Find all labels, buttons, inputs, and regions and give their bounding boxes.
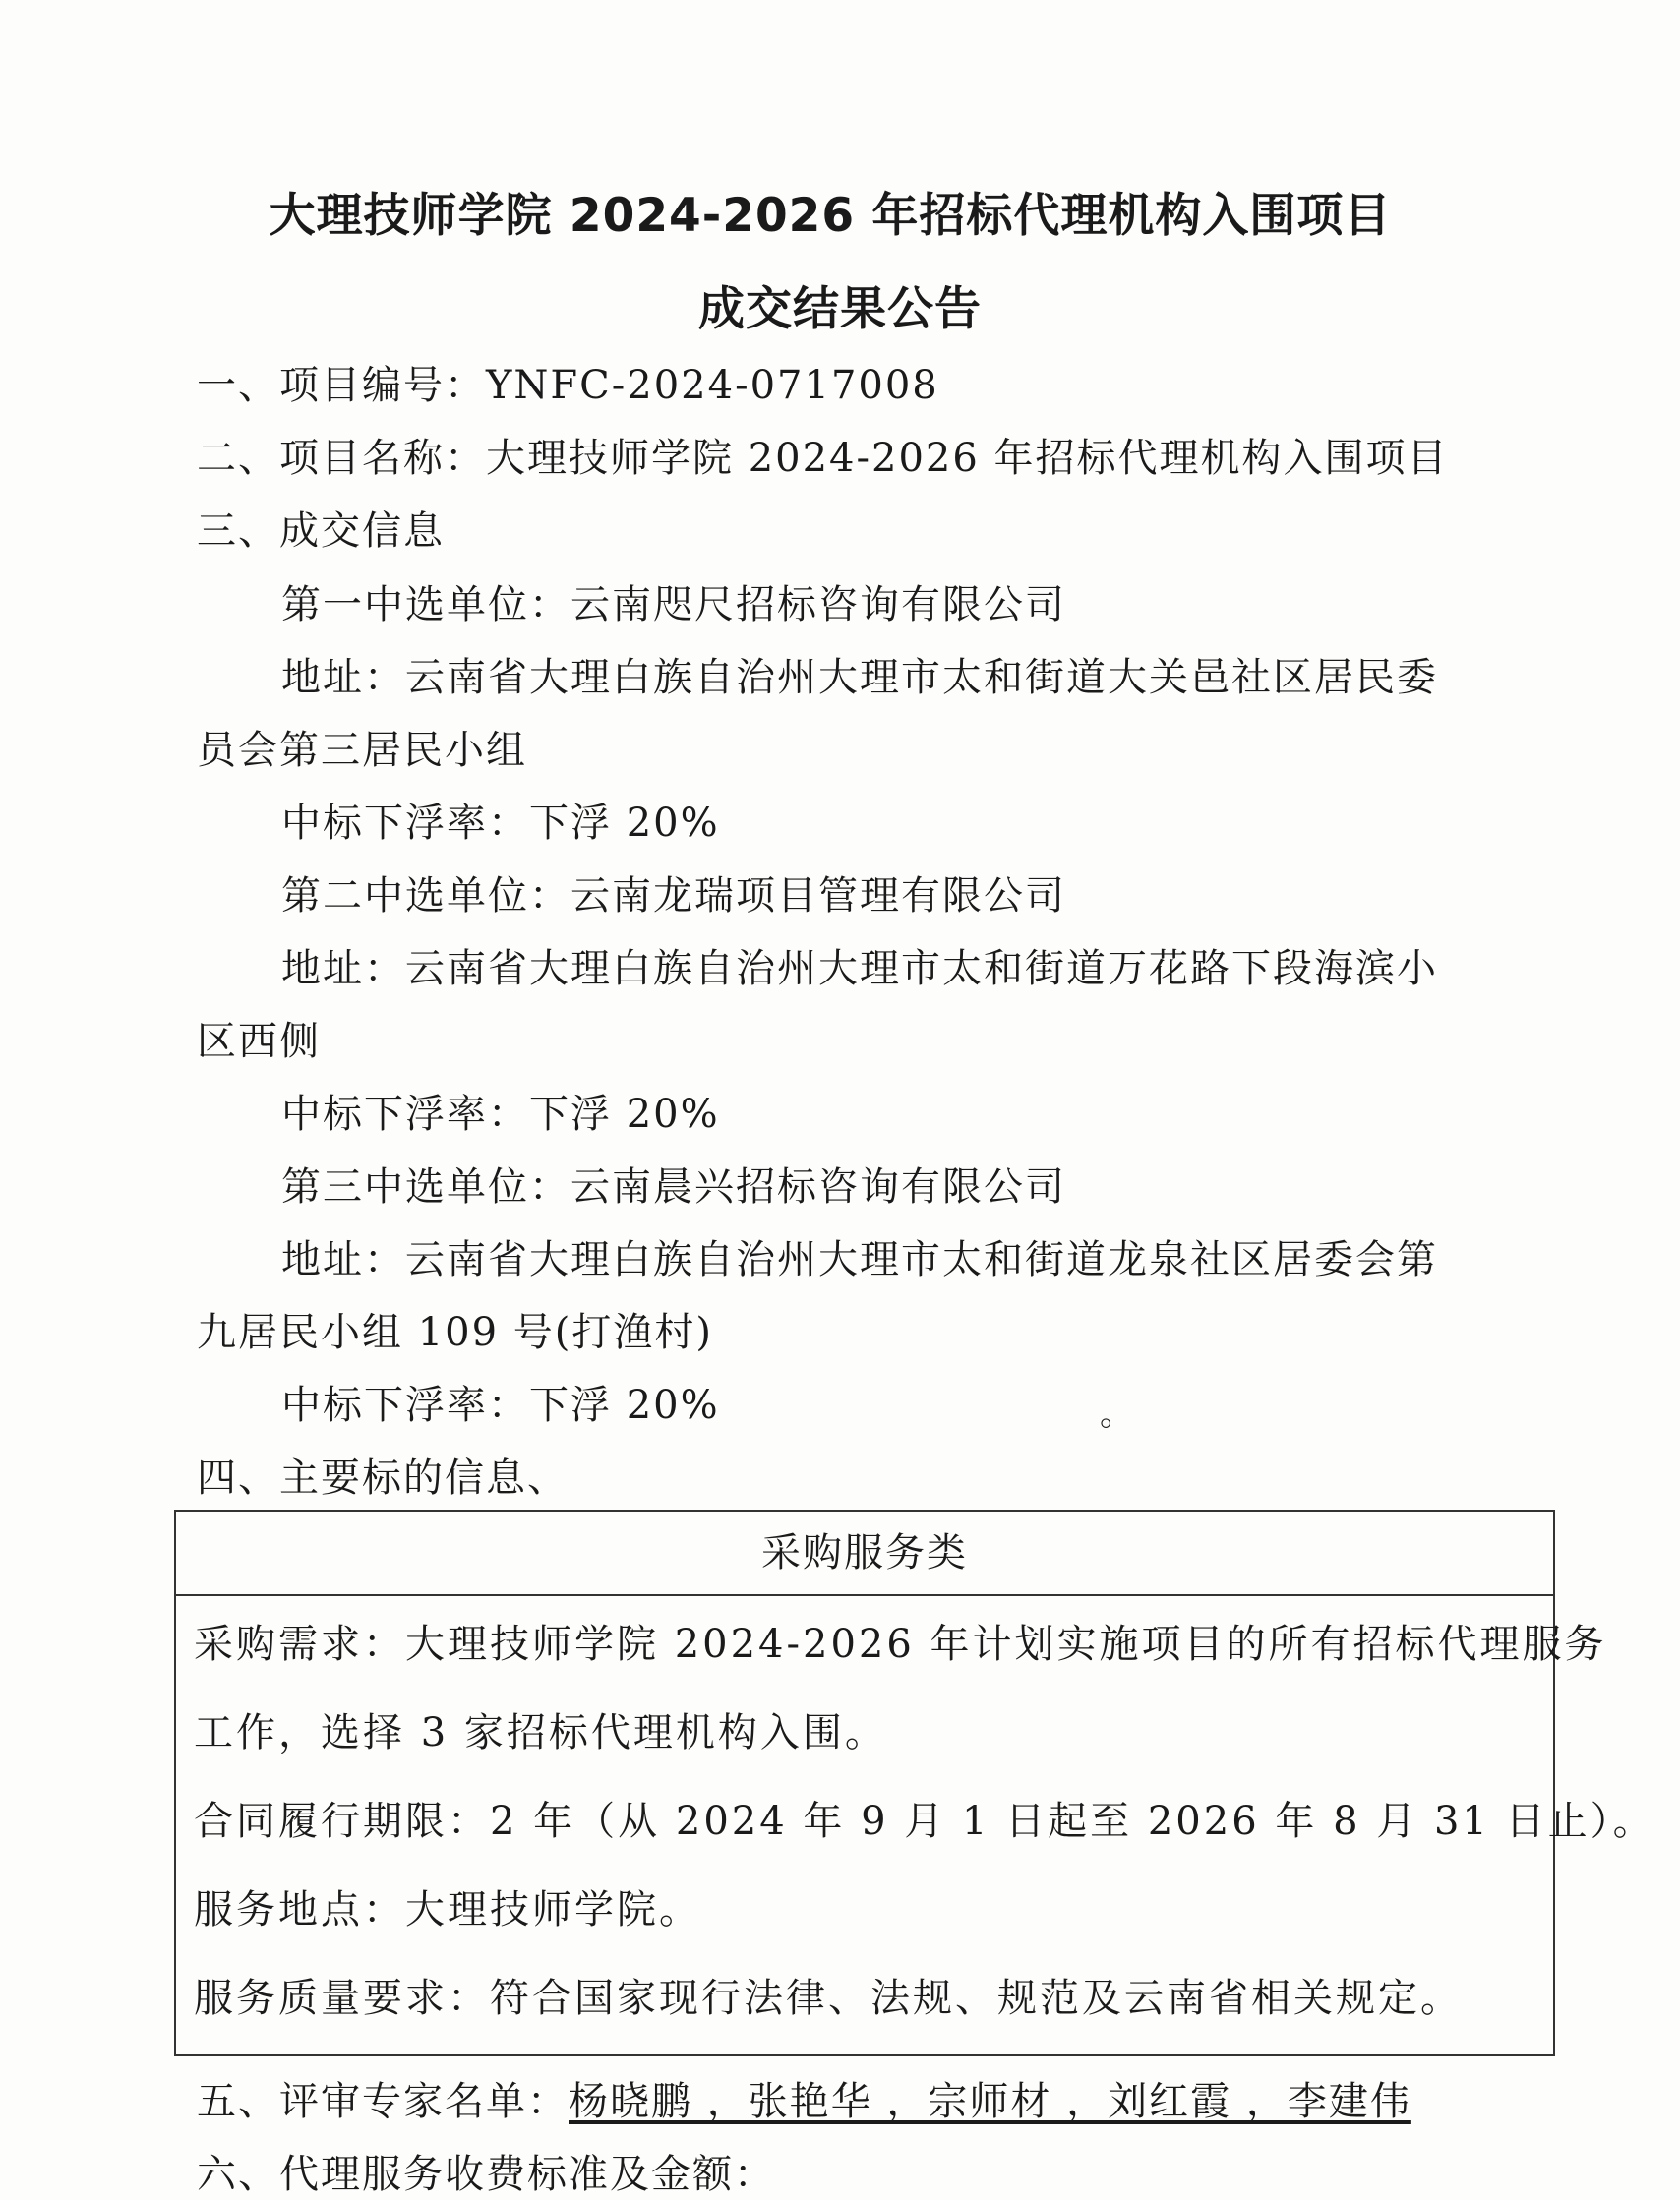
procurement-demand-cont: 工作，选择 3 家招标代理机构入围。 [194, 1710, 887, 1755]
document-title: 大理技师学院 2024-2026 年招标代理机构入围项目 [269, 189, 1392, 243]
winner-1-address-cont: 员会第三居民小组 [197, 728, 527, 773]
service-quality: 服务质量要求：符合国家现行法律、法规、规范及云南省相关规定。 [194, 1976, 1463, 2021]
contract-period: 合同履行期限：2 年（从 2024 年 9 月 1 日起至 2026 年 8 月 31 日止）。 [194, 1799, 1655, 1844]
winner-3-address: 地址：云南省大理白族自治州大理市太和街道龙泉社区居委会第 [281, 1237, 1438, 1282]
winner-3-unit: 第三中选单位：云南晨兴招标咨询有限公司 [281, 1164, 1066, 1210]
service-location: 服务地点：大理技师学院。 [194, 1887, 701, 1932]
experts-label: 五、评审专家名单： [197, 2079, 569, 2124]
winner-1-address: 地址：云南省大理白族自治州大理市太和街道大关邑社区居民委 [281, 655, 1438, 700]
winner-1-rate: 中标下浮率：下浮 20% [281, 801, 720, 846]
winner-1-unit: 第一中选单位：云南咫尺招标咨询有限公司 [281, 582, 1066, 627]
main-target-heading: 四、主要标的信息、 [197, 1456, 569, 1501]
winner-2-rate: 中标下浮率：下浮 20% [281, 1092, 720, 1137]
fee-heading: 六、代理服务收费标准及金额： [197, 2152, 775, 2197]
winner-3-address-cont: 九居民小组 109 号(打渔村) [197, 1310, 713, 1355]
deal-info-heading: 三、成交信息 [197, 508, 445, 554]
winner-2-address-cont: 区西侧 [197, 1019, 321, 1064]
winner-3-rate: 中标下浮率：下浮 20% [281, 1383, 720, 1428]
project-name: 二、项目名称：大理技师学院 2024-2026 年招标代理机构入围项目 [197, 436, 1449, 481]
winner-2-address: 地址：云南省大理白族自治州大理市太和街道万花路下段海滨小 [281, 946, 1438, 991]
winner-2-unit: 第二中选单位：云南龙瑞项目管理有限公司 [281, 873, 1066, 919]
stray-mark: 。 [1100, 1395, 1133, 1434]
experts-line [197, 2077, 1411, 2126]
procurement-demand: 采购需求：大理技师学院 2024-2026 年计划实施项目的所有招标代理服务 [194, 1622, 1607, 1667]
project-number: 一、项目编号：YNFC-2024-0717008 [197, 363, 939, 408]
table-header: 采购服务类 [176, 1512, 1553, 1596]
document-subtitle: 成交结果公告 [698, 282, 982, 336]
experts-names: 杨晓鹏 ，张艳华 ，宗师材 ，刘红霞 ，李建伟 [569, 2079, 1411, 2124]
procurement-info-table [174, 1510, 1655, 2056]
